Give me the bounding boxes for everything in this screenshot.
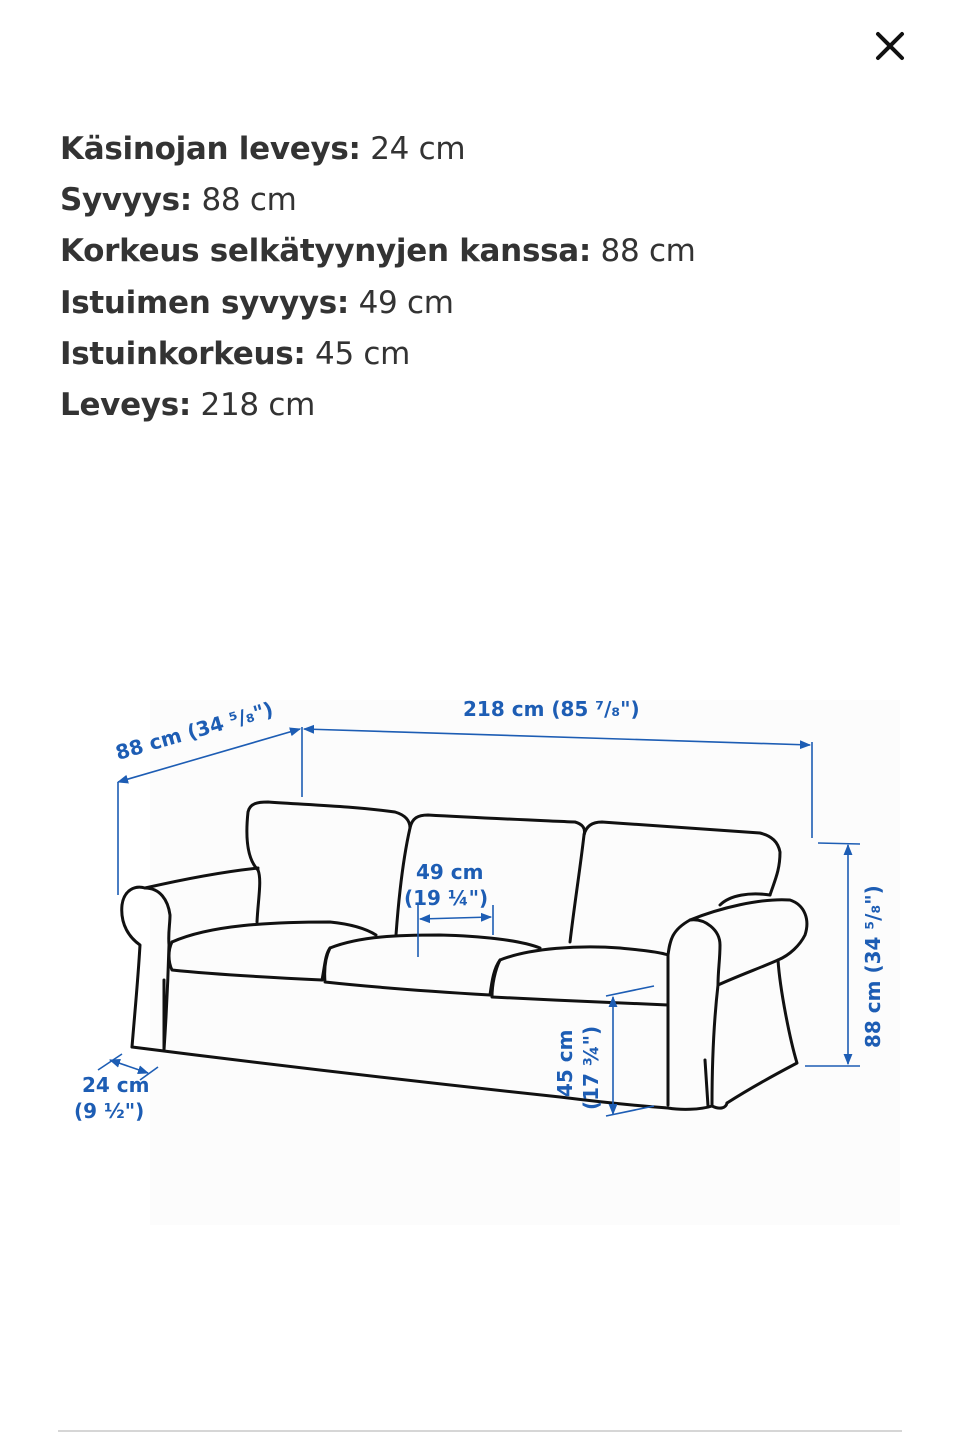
spec-width xyxy=(60,380,900,431)
close-icon xyxy=(866,22,914,70)
seat-depth-cm-label: 49 cm xyxy=(416,860,484,884)
spec-seat-depth xyxy=(60,278,900,329)
close-button[interactable] xyxy=(866,22,914,70)
spec-label: Istuinkorkeus: xyxy=(60,335,306,372)
spec-value: 88 cm xyxy=(590,233,696,270)
spec-label: Leveys: xyxy=(60,386,191,423)
divider xyxy=(58,1430,902,1432)
seat-height-cm-label: 45 cm xyxy=(553,1029,577,1097)
spec-value: 218 cm xyxy=(190,386,315,423)
spec-value: 49 cm xyxy=(349,284,454,321)
spec-seat-height xyxy=(60,329,900,380)
spec-height-with-back-cushions xyxy=(60,226,900,277)
spec-armrest-width xyxy=(60,124,900,175)
spec-label: Käsinojan leveys: xyxy=(60,131,361,167)
width-dimension-label: 218 cm (85 ⁷/₈") xyxy=(463,697,640,721)
spec-label: Syvyys: xyxy=(60,182,192,219)
spec-value: 24 cm xyxy=(360,131,466,167)
spec-value: 45 cm xyxy=(305,335,411,372)
spec-value: 88 cm xyxy=(191,182,297,219)
depth-dimension-label: 88 cm (34 ⁵/₈") xyxy=(112,696,276,765)
spec-depth xyxy=(60,175,900,226)
seat-height-in-label: (17 ¾") xyxy=(579,1025,603,1110)
seat-depth-in-label: (19 ¼") xyxy=(404,886,489,910)
height-dimension-label: 88 cm (34 ⁵/₈") xyxy=(861,885,885,1048)
spec-label: Korkeus selkätyynyjen kanssa: xyxy=(60,233,591,270)
dimension-spec-list xyxy=(60,124,900,431)
armrest-cm-label: 24 cm xyxy=(82,1073,150,1097)
spec-label: Istuimen syvyys: xyxy=(60,284,350,321)
sofa-dimension-diagram xyxy=(0,660,960,1260)
armrest-in-label: (9 ½") xyxy=(74,1099,145,1123)
